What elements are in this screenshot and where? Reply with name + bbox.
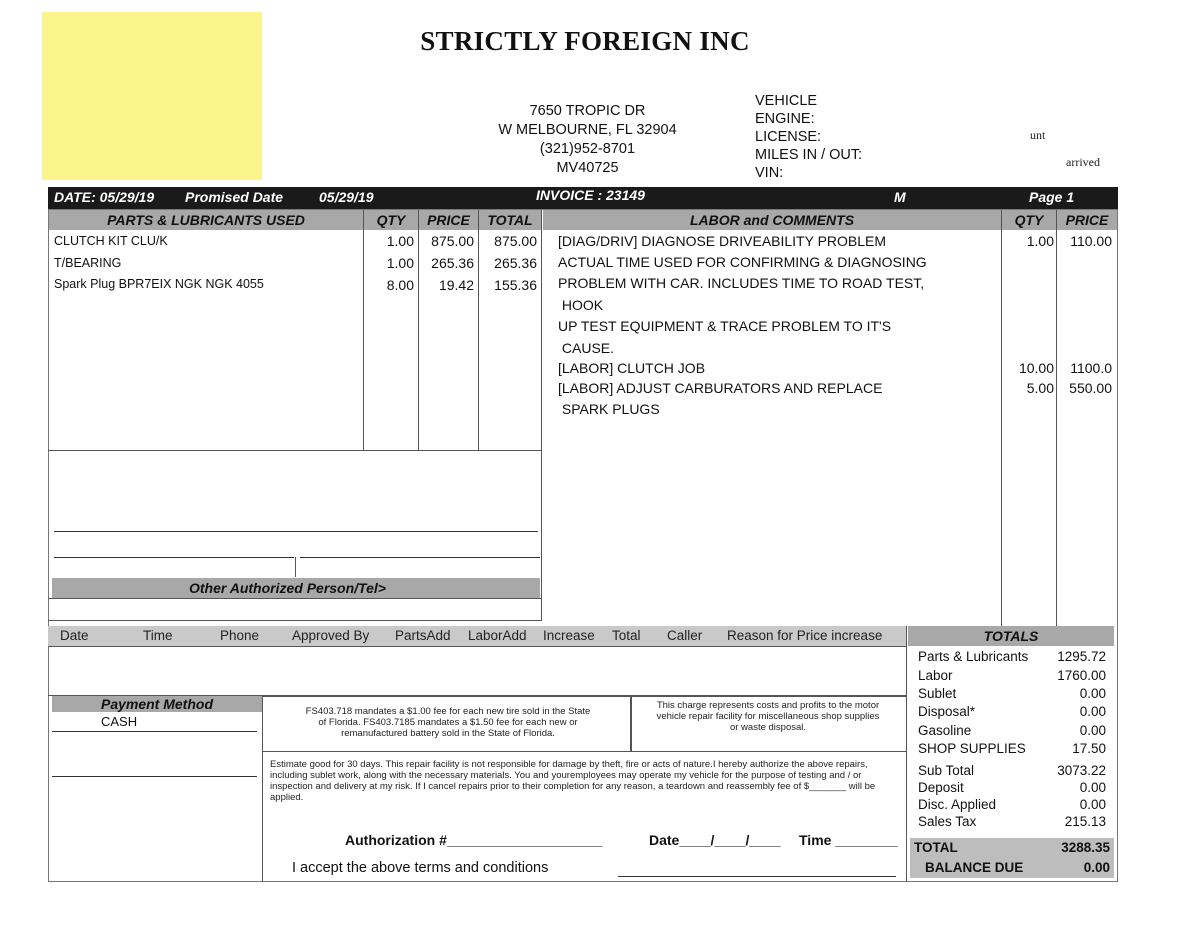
authorization-date-label: Date____/____/____: [649, 832, 781, 848]
totals-row-deposit: [918, 780, 1106, 798]
divider: [1001, 210, 1002, 626]
part-qty: 1.00: [386, 233, 414, 249]
header-m: M: [894, 189, 906, 205]
accept-terms: I accept the above terms and conditions: [292, 860, 549, 876]
divider: [541, 210, 542, 620]
approval-col-labor-add: LaborAdd: [468, 628, 527, 643]
vehicle-info: [755, 92, 862, 182]
labor-line: [LABOR] CLUTCH JOB: [558, 360, 706, 376]
balance-due-value: 0.00: [1083, 860, 1110, 875]
divider: [48, 620, 542, 621]
totals-value: 0.00: [1079, 686, 1106, 701]
labor-line: SPARK PLUGS: [558, 401, 660, 417]
labor-line: ACTUAL TIME USED FOR CONFIRMING & DIAGNOSING: [558, 254, 927, 270]
invoice-number: INVOICE : 23149: [536, 187, 645, 203]
tire-fee-notice-box: [262, 696, 631, 752]
totals-value: 0.00: [1079, 780, 1106, 795]
totals-row-sales-tax: [918, 814, 1106, 832]
totals-value: 0.00: [1079, 797, 1106, 812]
authorization-time-label: Time ________: [799, 832, 898, 848]
divider: [48, 598, 542, 599]
payment-method-label: Payment Method: [52, 696, 262, 712]
approval-col-date: Date: [60, 628, 89, 643]
parts-header: PARTS & LUBRICANTS USED: [49, 210, 363, 230]
labor-qty: 10.00: [1018, 360, 1054, 376]
shop-supplies-notice: This charge represents costs and profits to the motor vehicle repair facility for miscellaneous shop supplies or waste disposal.: [656, 700, 880, 733]
handwritten-arrived: arrived: [1066, 155, 1100, 169]
divider: [52, 776, 257, 777]
signature-line: [54, 557, 294, 558]
labor-qty: 5.00: [1026, 380, 1054, 396]
totals-value: 3073.22: [1057, 763, 1106, 778]
totals-row-sublet: [918, 686, 1106, 704]
approval-col-time: Time: [143, 628, 173, 643]
invoice-date: DATE: 05/29/19: [54, 189, 155, 205]
promised-date: 05/29/19: [319, 189, 374, 205]
part-desc: T/BEARING: [54, 256, 122, 270]
divider: [1056, 210, 1057, 626]
part-price: 875.00: [431, 233, 474, 249]
labor-line: [DIAG/DRIV] DIAGNOSE DRIVEABILITY PROBLEM: [558, 233, 887, 249]
parts-qty-header: QTY: [364, 210, 418, 230]
total-value: 3288.35: [1061, 840, 1110, 855]
part-total: 875.00: [494, 233, 537, 249]
part-total: 155.36: [494, 277, 537, 293]
parts-price-header: PRICE: [419, 210, 478, 230]
labor-line: PROBLEM WITH CAR. INCLUDES TIME TO ROAD TEST,: [558, 275, 925, 291]
labor-line: CAUSE.: [558, 340, 615, 356]
totals-row-parts: [918, 649, 1106, 667]
other-authorized-label: Other Authorized Person/Tel>: [52, 578, 540, 598]
balance-due-label: BALANCE DUE: [925, 860, 1024, 875]
labor-line: [LABOR] ADJUST CARBURATORS AND REPLACE: [558, 380, 883, 396]
address-line-street: 7650 TROPIC DR: [529, 103, 646, 119]
totals-value: 1760.00: [1057, 668, 1106, 683]
totals-row-shop-supplies: [918, 741, 1106, 759]
totals-label: Disposal*: [918, 704, 976, 719]
address-line-city: W MELBOURNE, FL 32904: [498, 122, 677, 138]
miles-label: MILES IN / OUT:: [755, 147, 863, 163]
totals-value: 0.00: [1079, 704, 1106, 719]
totals-row-labor: [918, 668, 1106, 686]
divider: [295, 557, 296, 577]
vin-label: VIN:: [755, 165, 784, 181]
parts-total-header: TOTAL: [479, 210, 541, 230]
divider: [48, 646, 906, 647]
address-line-license: MV40725: [556, 160, 619, 176]
approval-header: [48, 626, 906, 646]
approval-col-phone: Phone: [220, 628, 260, 643]
totals-row-disposal: [918, 704, 1106, 722]
part-desc: Spark Plug BPR7EIX NGK NGK 4055: [54, 277, 264, 291]
signature-line: [300, 557, 540, 558]
total-label: TOTAL: [914, 840, 958, 855]
part-qty: 1.00: [386, 255, 414, 271]
labor-header: LABOR and COMMENTS: [543, 210, 1001, 230]
labor-price: 1100.0: [1070, 360, 1112, 376]
handwritten-unt: unt: [1030, 128, 1046, 142]
totals-label: Sub Total: [918, 763, 975, 778]
shop-supplies-notice-box: [631, 696, 907, 752]
approval-col-parts-add: PartsAdd: [395, 628, 451, 643]
approval-col-caller: Caller: [667, 628, 703, 643]
estimate-terms: Estimate good for 30 days. This repair facility is not responsible for damage by theft, fire or acts of nature.I hereby authorize the above repairs, including sublet work, along with the necessary materials. You and youremployees may operate my vehicle for the purpose of testing and / or inspection and delivery at my risk. If I cancel repairs prior to their completion for any reason, a teardown and reassembly fee of $_______ will be applied.: [270, 759, 876, 803]
authorization-number-label: Authorization #____________________: [345, 832, 603, 848]
totals-value: 215.13: [1064, 814, 1106, 829]
labor-qty: 1.00: [1026, 233, 1054, 249]
labor-price: 110.00: [1070, 233, 1112, 249]
divider: [906, 626, 907, 882]
payment-method-value: CASH: [101, 714, 138, 729]
part-price: 19.42: [438, 277, 474, 293]
totals-row-discount: [918, 797, 1106, 815]
totals-row-subtotal: [918, 763, 1106, 781]
totals-label: Sublet: [918, 686, 957, 701]
totals-label: Sales Tax: [918, 814, 977, 829]
totals-label: Deposit: [918, 780, 964, 795]
totals-label: SHOP SUPPLIES: [918, 741, 1026, 756]
part-total: 265.36: [494, 255, 537, 271]
customer-signature-line[interactable]: [618, 876, 896, 877]
labor-price: 550.00: [1069, 380, 1112, 396]
license-label: LICENSE:: [755, 129, 822, 145]
approval-col-approved-by: Approved By: [292, 628, 370, 643]
approval-col-total: Total: [612, 628, 641, 643]
tire-fee-notice: FS403.718 mandates a $1.00 fee for each new tire sold in the State of Florida. FS403.7185 mandates a $1.50 fee for each new or remanufactured battery sold in the State of Florida.: [305, 706, 591, 739]
totals-value: 17.50: [1072, 741, 1106, 756]
totals-value: 1295.72: [1057, 649, 1106, 664]
labor-price-header: PRICE: [1057, 210, 1117, 230]
totals-value: 0.00: [1079, 723, 1106, 738]
approval-col-reason: Reason for Price increase: [727, 628, 883, 643]
invoice-header-bar: [48, 187, 1118, 209]
company-name: STRICTLY FOREIGN INC: [420, 26, 750, 56]
signature-line: [54, 531, 538, 532]
totals-row-gasoline: [918, 723, 1106, 741]
totals-header: TOTALS: [908, 626, 1114, 646]
totals-label: Disc. Applied: [918, 797, 997, 812]
totals-label: Gasoline: [918, 723, 972, 738]
part-desc: CLUTCH KIT CLU/K: [54, 234, 168, 248]
part-price: 265.36: [431, 255, 474, 271]
divider: [52, 731, 257, 732]
engine-label: ENGINE:: [755, 111, 815, 127]
promised-date-label: Promised Date: [185, 189, 284, 205]
labor-line: HOOK: [558, 297, 604, 313]
labor-qty-header: QTY: [1002, 210, 1056, 230]
labor-line: UP TEST EQUIPMENT & TRACE PROBLEM TO IT'S: [558, 318, 892, 334]
divider: [48, 450, 542, 451]
company-address: [470, 102, 705, 178]
approval-col-increase: Increase: [543, 628, 595, 643]
vehicle-label: VEHICLE: [755, 93, 818, 109]
totals-label: Parts & Lubricants: [918, 649, 1029, 664]
address-line-phone: (321)952-8701: [539, 141, 636, 157]
totals-label: Labor: [918, 668, 953, 683]
page-number: Page 1: [1029, 189, 1075, 205]
part-qty: 8.00: [386, 277, 414, 293]
